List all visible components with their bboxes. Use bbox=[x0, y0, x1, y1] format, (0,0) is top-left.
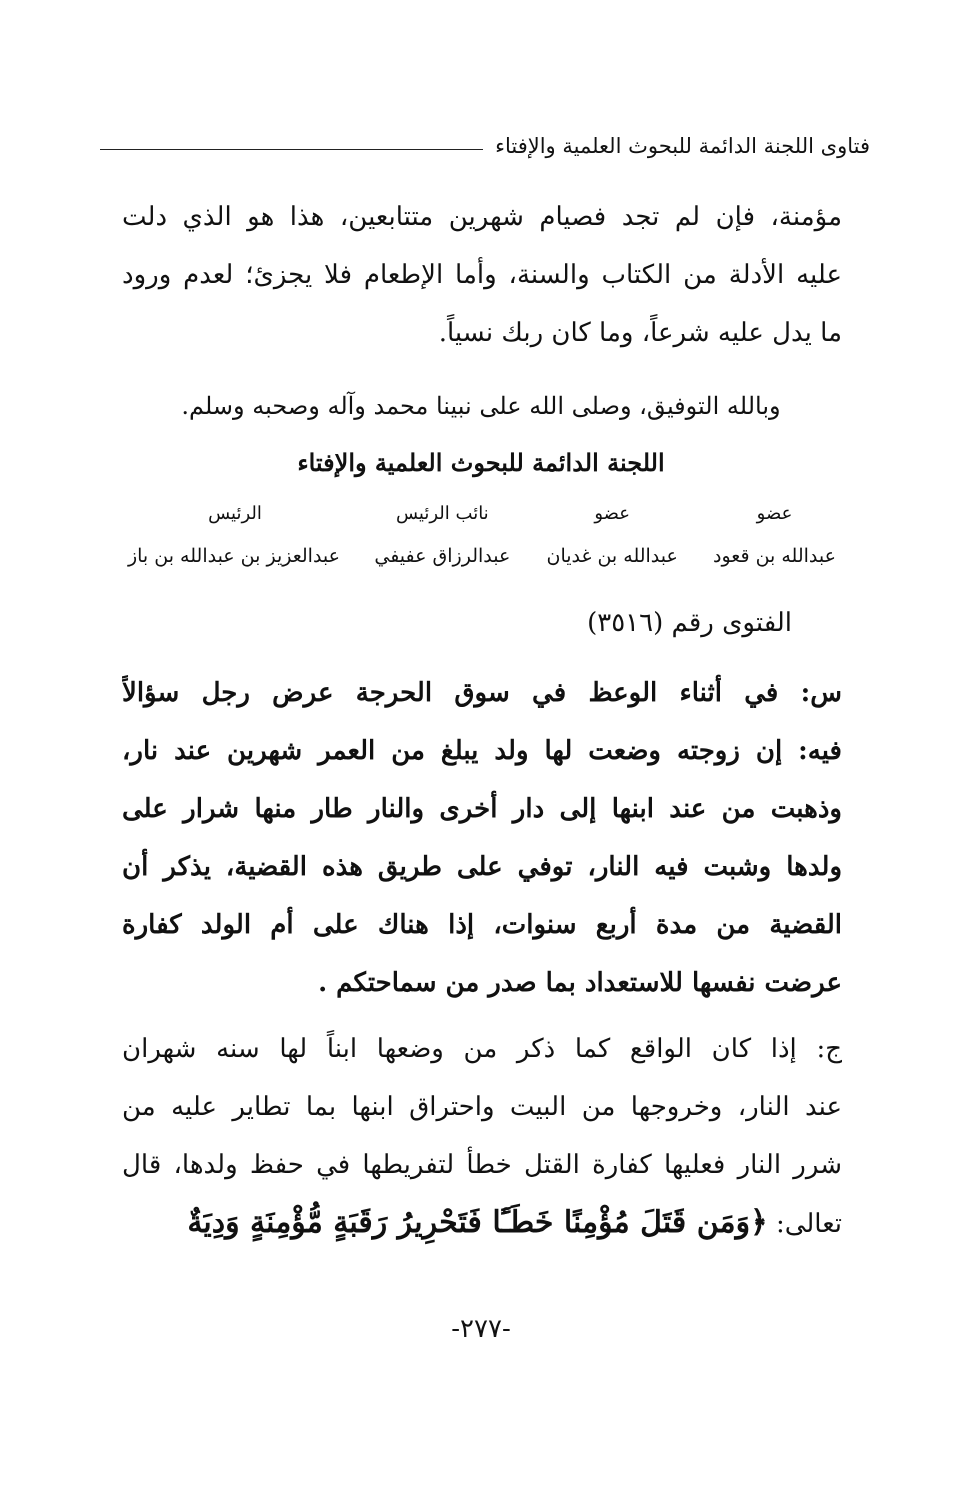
signatures-table bbox=[127, 494, 842, 576]
fatwa-number: الفتوى رقم (٣٥١٦) bbox=[587, 608, 792, 638]
question-line: فيه: إن زوجته وضعت لها ولد يبلغ من العمر شهرين عند نار، bbox=[122, 736, 842, 766]
signatory-name: عبدالرزاق عفيفي bbox=[374, 545, 511, 567]
question-line: القضية من مدة أربع سنوات، إذا هناك على أم الولد كفارة bbox=[122, 910, 842, 940]
text-line: مؤمنة، فإن لم تجد فصيام شهرين متتابعين، هذا هو الذي دلت bbox=[122, 202, 842, 232]
header-rule bbox=[100, 149, 483, 150]
opening-paragraph bbox=[122, 188, 842, 362]
question-line: س: في أثناء الوعظ في سوق الحرجة عرض رجل سؤالاً bbox=[122, 678, 842, 708]
question-line: عرضت نفسها للاستعداد بما صدر من سماحتكم . bbox=[318, 968, 842, 998]
answer-line: شرر النار فعليها كفارة القتل خطأ لتفريطها في حفظ ولدها، قال bbox=[122, 1150, 842, 1180]
answer-line: عند النار، وخروجها من البيت واحتراق ابنها بما تطاير عليه من bbox=[122, 1092, 842, 1122]
signatory-name: عبدالعزيز بن عبدالله بن باز bbox=[127, 545, 341, 567]
question-paragraph bbox=[122, 664, 842, 1012]
signatory-name: عبدالله بن قعود bbox=[713, 545, 836, 567]
signature-roles bbox=[130, 494, 842, 534]
signatory-role: نائب الرئيس bbox=[395, 503, 489, 524]
answer-paragraph bbox=[122, 1020, 842, 1252]
quran-verse: ﴿وَمَن قَتَلَ مُؤْمِنًا خَطَـًٔا فَتَحْرِيرُ رَقَبَةٍ مُّؤْمِنَةٍ وَدِيَةٌ bbox=[187, 1205, 768, 1240]
committee-title: اللجنة الدائمة للبحوث العلمية والإفتاء bbox=[297, 448, 665, 477]
signatory-role: الرئيس bbox=[208, 503, 262, 524]
running-header bbox=[100, 126, 870, 166]
verse-intro: تعالى: bbox=[775, 1209, 842, 1239]
answer-line: ج: إذا كان الواقع كما ذكر من وضعها ابناً لها سنه شهران bbox=[122, 1034, 842, 1064]
signatory-name: عبدالله بن غديان bbox=[546, 545, 678, 567]
running-title: فتاوى اللجنة الدائمة للبحوث العلمية والإفتاء bbox=[495, 134, 870, 158]
closing-prayer: وبالله التوفيق، وصلى الله على نبينا محمد وآله وصحبه وسلم. bbox=[181, 392, 781, 420]
signatory-role: عضو bbox=[594, 503, 630, 524]
question-line: وذهبت من عند ابنها إلى دار أخرى والنار طار منها شرار على bbox=[122, 794, 842, 824]
verse-line bbox=[122, 1194, 842, 1252]
text-line: عليه الأدلة من الكتاب والسنة، وأما الإطعام فلا يجزئ؛ لعدم ورود bbox=[122, 260, 842, 290]
question-line: ولدها وشبت فيه النار، توفي على طريق هذه القضية، يذكر أن bbox=[122, 852, 842, 882]
page-number: -٢٧٧- bbox=[451, 1314, 511, 1344]
text-line: ما يدل عليه شرعاً، وما كان ربك نسياً. bbox=[438, 318, 842, 348]
signatory-role: عضو bbox=[756, 503, 793, 524]
signature-names bbox=[127, 536, 842, 576]
